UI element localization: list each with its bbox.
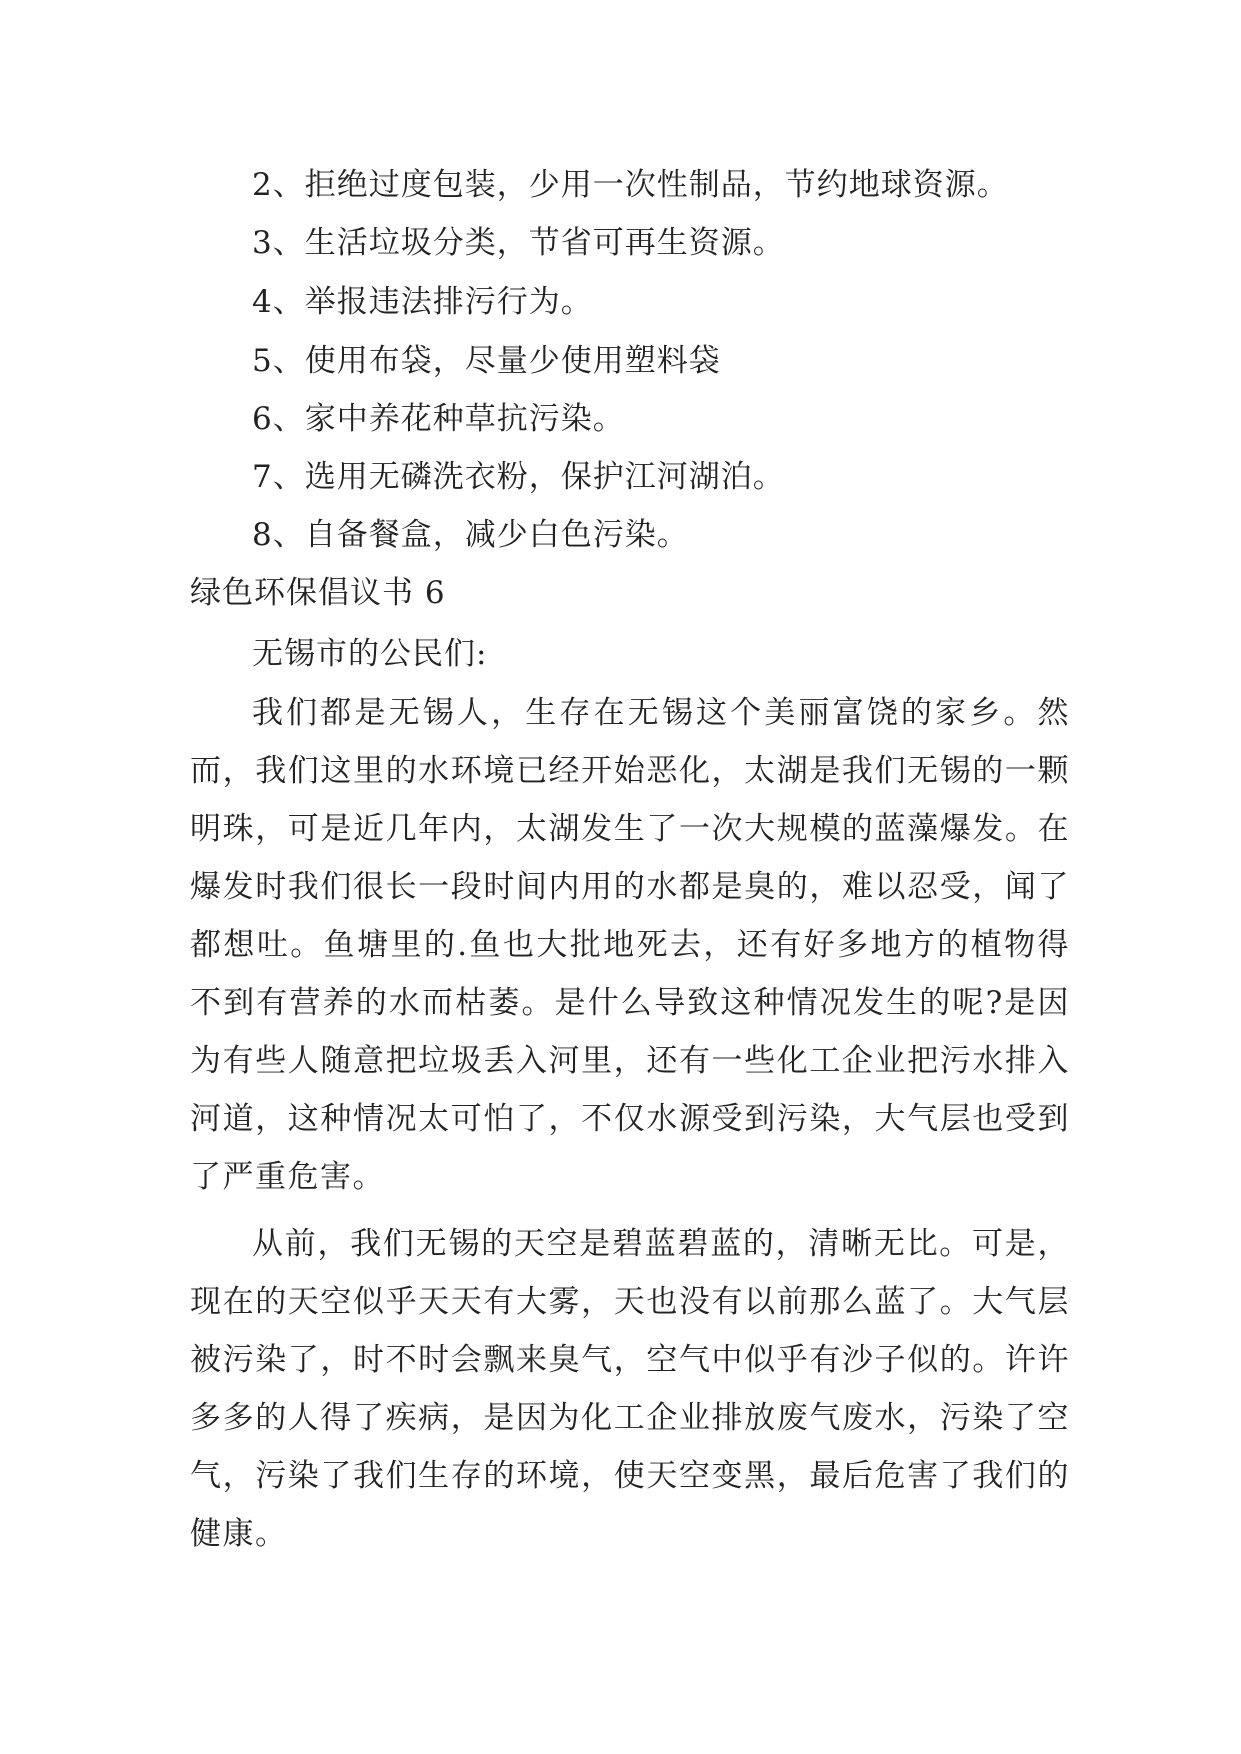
section-title: 绿色环保倡议书 6 [190,575,446,611]
salutation: 无锡市的公民们: [252,636,488,672]
list-item: 6、家中养花种草抗污染。 [252,401,625,437]
list-item: 7、选用无磷洗衣粉，保护江河湖泊。 [252,459,785,495]
list-item: 4、举报违法排污行为。 [252,284,593,320]
list-item: 5、使用布袋，尽量少使用塑料袋 [252,343,721,379]
list-item: 8、自备餐盒，减少白色污染。 [252,517,689,553]
list-item: 2、拒绝过度包装，少用一次性制品，节约地球资源。 [252,167,1009,203]
list-item: 3、生活垃圾分类，节省可再生资源。 [252,225,785,261]
body-paragraph: 我们都是无锡人，生存在无锡这个美丽富饶的家乡。然而，我们这里的水环境已经开始恶化，太湖是我们无锡的一颗明珠，可是近几年内，太湖发生了一次大规模的蓝藻爆发。在爆发时我们很长一段时间内用的水都是臭的，难以忍受，闻了都想吐。鱼塘里的.鱼也大批地死去，还有好多地方的植物得不到有营养的水而枯萎。是什么导致这种情况发生的呢?是因为有些人随意把垃圾丢入河里，还有一些化工企业把污水排入河道，这种情况太可怕了，不仅水源受到污染，大气层也受到了严重危害。 [190,695,1070,1195]
body-paragraph: 从前，我们无锡的天空是碧蓝碧蓝的，清晰无比。可是，现在的天空似乎天天有大雾，天也没有以前那么蓝了。大气层被污染了，时不时会飘来臭气，空气中似乎有沙子似的。许许多多的人得了疾病，是因为化工企业排放废气废水，污染了空气，污染了我们生存的环境，使天空变黑，最后危害了我们的健康。 [190,1226,1070,1552]
